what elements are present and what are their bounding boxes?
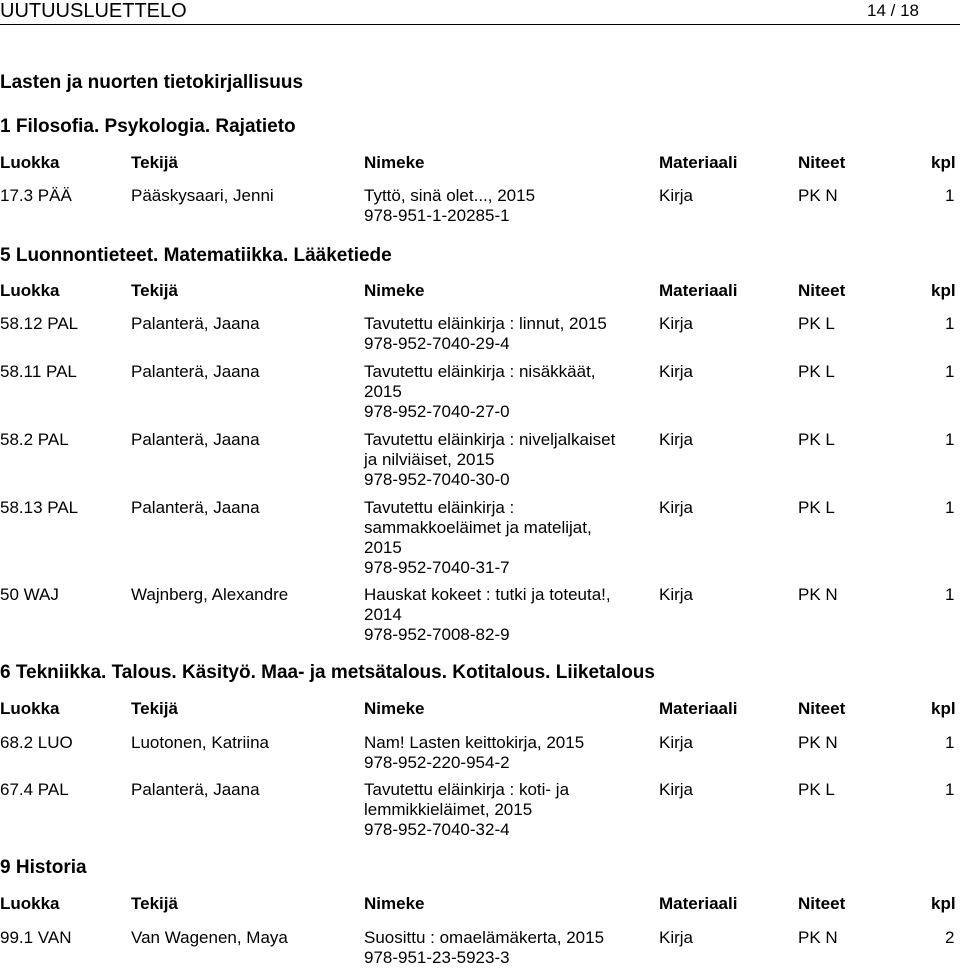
tekija-cell: Palanterä, Jaana <box>131 362 260 381</box>
luokka-cell: 58.2 PAL <box>0 430 69 449</box>
tekija-cell: Palanterä, Jaana <box>131 780 260 799</box>
niteet-cell: PK L <box>798 430 835 449</box>
column-header-luokka: Luokka <box>0 153 60 172</box>
kpl-cell: 1 <box>945 585 955 604</box>
niteet-cell: PK N <box>798 585 838 604</box>
column-header-tekija: Tekijä <box>131 894 178 913</box>
tekija-cell: Palanterä, Jaana <box>131 314 260 333</box>
nimeke-line: 978-952-7040-32-4 <box>364 820 510 839</box>
nimeke-line: 978-952-7040-29-4 <box>364 334 510 353</box>
nimeke-line: Tavutettu eläinkirja : <box>364 498 515 517</box>
nimeke-cell <box>364 585 654 645</box>
column-header-nimeke: Nimeke <box>364 153 425 172</box>
niteet-cell: PK N <box>798 733 838 752</box>
tekija-cell: Van Wagenen, Maya <box>131 928 288 947</box>
column-header-row <box>0 280 960 302</box>
materiaali-cell: Kirja <box>659 186 694 205</box>
nimeke-line: Hauskat kokeet : tutki ja toteuta!, <box>364 585 611 604</box>
nimeke-line: 978-952-220-954-2 <box>364 753 510 772</box>
materiaali-cell: Kirja <box>659 362 694 381</box>
materiaali-cell: Kirja <box>659 928 694 947</box>
column-header-nimeke: Nimeke <box>364 699 425 718</box>
tekija-cell: Wajnberg, Alexandre <box>131 585 289 604</box>
nimeke-cell <box>364 186 654 226</box>
page-number: 14 / 18 <box>867 1 919 20</box>
niteet-cell: PK L <box>798 362 835 381</box>
section-title: 1 Filosofia. Psykologia. Rajatieto <box>0 116 296 137</box>
column-header-nimeke: Nimeke <box>364 281 425 300</box>
nimeke-line: 978-952-7040-27-0 <box>364 402 510 421</box>
nimeke-line: 978-951-1-20285-1 <box>364 206 510 225</box>
column-header-kpl: kpl <box>931 699 956 718</box>
nimeke-cell <box>364 733 654 773</box>
niteet-cell: PK L <box>798 498 835 517</box>
nimeke-cell <box>364 780 654 840</box>
luokka-cell: 99.1 VAN <box>0 928 72 947</box>
niteet-cell: PK L <box>798 780 835 799</box>
luokka-cell: 50 WAJ <box>0 585 59 604</box>
nimeke-cell <box>364 314 654 354</box>
column-header-row <box>0 893 960 915</box>
column-header-luokka: Luokka <box>0 281 60 300</box>
column-header-niteet: Niteet <box>798 281 846 300</box>
nimeke-line: lemmikkieläimet, 2015 <box>364 800 533 819</box>
column-header-niteet: Niteet <box>798 894 846 913</box>
luokka-cell: 68.2 LUO <box>0 733 73 752</box>
kpl-cell: 1 <box>945 780 955 799</box>
column-header-tekija: Tekijä <box>131 699 178 718</box>
kpl-cell: 1 <box>945 498 955 517</box>
nimeke-line: Tavutettu eläinkirja : linnut, 2015 <box>364 314 607 333</box>
nimeke-line: 2015 <box>364 382 402 401</box>
column-header-luokka: Luokka <box>0 894 60 913</box>
luokka-cell: 58.13 PAL <box>0 498 79 517</box>
column-header-row <box>0 152 960 174</box>
materiaali-cell: Kirja <box>659 498 694 517</box>
luokka-cell: 67.4 PAL <box>0 780 69 799</box>
nimeke-line: ja nilviäiset, 2015 <box>364 450 495 469</box>
nimeke-cell <box>364 498 654 578</box>
nimeke-line: Suosittu : omaelämäkerta, 2015 <box>364 928 605 947</box>
niteet-cell: PK N <box>798 928 838 947</box>
column-header-nimeke: Nimeke <box>364 894 425 913</box>
kpl-cell: 1 <box>945 314 955 333</box>
niteet-cell: PK L <box>798 314 835 333</box>
nimeke-line: 978-952-7040-31-7 <box>364 558 510 577</box>
nimeke-line: 978-952-7008-82-9 <box>364 625 510 644</box>
luokka-cell: 17.3 PÄÄ <box>0 186 72 205</box>
nimeke-line: 978-952-7040-30-0 <box>364 470 510 489</box>
tekija-cell: Pääskysaari, Jenni <box>131 186 274 205</box>
category-title: Lasten ja nuorten tietokirjallisuus <box>0 72 304 93</box>
column-header-kpl: kpl <box>931 153 956 172</box>
column-header-niteet: Niteet <box>798 699 846 718</box>
section-title: 9 Historia <box>0 857 87 878</box>
materiaali-cell: Kirja <box>659 780 694 799</box>
nimeke-cell <box>364 362 654 422</box>
nimeke-line: 978-951-23-5923-3 <box>364 948 510 967</box>
column-header-row <box>0 698 960 720</box>
luokka-cell: 58.12 PAL <box>0 314 79 333</box>
materiaali-cell: Kirja <box>659 733 694 752</box>
nimeke-line: Nam! Lasten keittokirja, 2015 <box>364 733 585 752</box>
kpl-cell: 1 <box>945 186 955 205</box>
kpl-cell: 1 <box>945 362 955 381</box>
kpl-cell: 1 <box>945 430 955 449</box>
document-title: UUTUUSLUETTELO <box>0 0 187 22</box>
kpl-cell: 2 <box>945 928 955 947</box>
nimeke-line: 2014 <box>364 605 402 624</box>
tekija-cell: Palanterä, Jaana <box>131 430 260 449</box>
column-header-materiaali: Materiaali <box>659 699 738 718</box>
column-header-materiaali: Materiaali <box>659 281 738 300</box>
column-header-tekija: Tekijä <box>131 153 178 172</box>
nimeke-line: Tyttö, sinä olet..., 2015 <box>364 186 536 205</box>
section-title: 5 Luonnontieteet. Matematiikka. Lääketiede <box>0 245 392 266</box>
nimeke-line: Tavutettu eläinkirja : koti- ja <box>364 780 570 799</box>
column-header-materiaali: Materiaali <box>659 894 738 913</box>
materiaali-cell: Kirja <box>659 430 694 449</box>
nimeke-cell <box>364 430 654 490</box>
materiaali-cell: Kirja <box>659 314 694 333</box>
nimeke-cell <box>364 928 654 968</box>
column-header-luokka: Luokka <box>0 699 60 718</box>
column-header-niteet: Niteet <box>798 153 846 172</box>
nimeke-line: sammakkoeläimet ja matelijat, <box>364 518 592 537</box>
section-title: 6 Tekniikka. Talous. Käsityö. Maa- ja metsätalous. Kotitalous. Liiketalous <box>0 662 655 683</box>
nimeke-line: Tavutettu eläinkirja : nisäkkäät, <box>364 362 596 381</box>
tekija-cell: Luotonen, Katriina <box>131 733 269 752</box>
niteet-cell: PK N <box>798 186 838 205</box>
column-header-materiaali: Materiaali <box>659 153 738 172</box>
materiaali-cell: Kirja <box>659 585 694 604</box>
column-header-kpl: kpl <box>931 894 956 913</box>
column-header-tekija: Tekijä <box>131 281 178 300</box>
tekija-cell: Palanterä, Jaana <box>131 498 260 517</box>
luokka-cell: 58.11 PAL <box>0 362 77 381</box>
header-divider <box>0 24 960 25</box>
nimeke-line: 2015 <box>364 538 402 557</box>
kpl-cell: 1 <box>945 733 955 752</box>
column-header-kpl: kpl <box>931 281 956 300</box>
nimeke-line: Tavutettu eläinkirja : niveljalkaiset <box>364 430 616 449</box>
